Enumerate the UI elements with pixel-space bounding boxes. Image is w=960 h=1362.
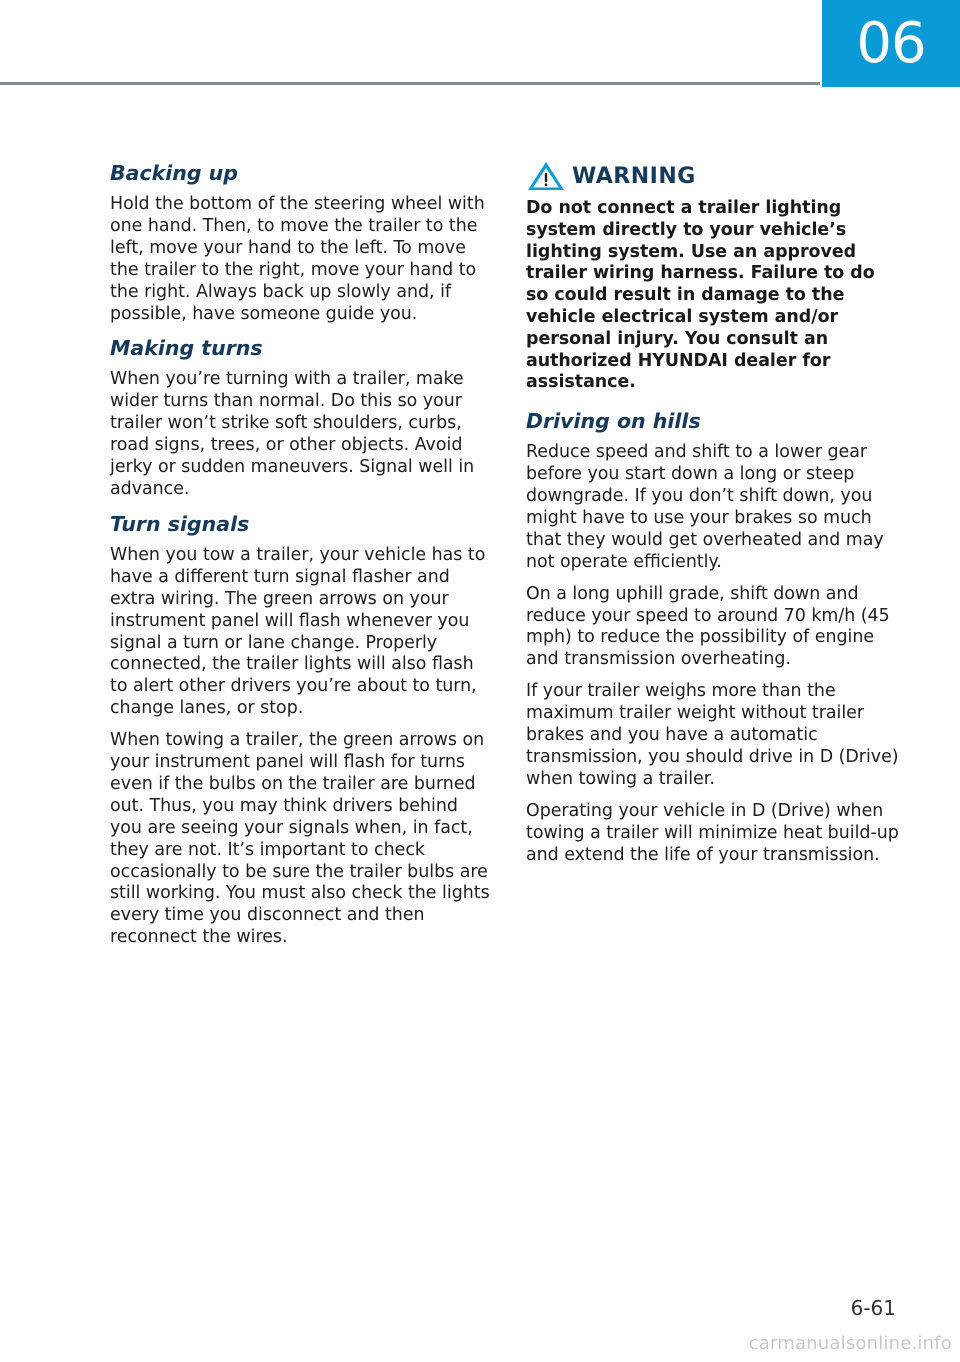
warning-box — [526, 160, 900, 394]
section-turn-signals — [110, 511, 490, 949]
chapter-tab — [822, 0, 960, 87]
paragraph: When you’re turning with a trailer, make wider turns than normal. Do this so your trailer won’t strike soft shoulders, curbs, road signs, trees, or other objects. Avoid jerky or sudden maneuvers. Signal well in advance. — [110, 369, 475, 499]
section-heading: Making turns — [110, 336, 263, 361]
warning-triangle-icon — [526, 160, 566, 192]
warning-text: Do not connect a trailer lighting system directly to your vehicle’s lighting system. Use an approved trailer wiring harness. Failure to do so could result in damage to the vehicle electrical system and/or personal injury. You consult an authorized HYUNDAI dealer for assistance. — [526, 198, 875, 393]
paragraph: When towing a trailer, the green arrows on your instrument panel will flash for turns even if the bulbs on the trailer are burned out. Thus, you may think drivers behind you are seeing your signals when, in fact, they are not. It’s important to check occasionally to be sure the trailer bulbs are still working. You must also check the lights every time you disconnect and then reconnect the wires. — [110, 730, 490, 948]
section-driving-on-hills — [526, 408, 900, 866]
section-heading: Driving on hills — [526, 409, 701, 434]
right-column — [526, 160, 900, 876]
paragraph: Operating your vehicle in D (Drive) when towing a trailer will minimize heat build-up and extend the life of your transmission. — [526, 800, 899, 865]
warning-header — [526, 160, 900, 192]
paragraph: On a long uphill grade, shift down and reduce your speed to around 70 km/h (45 mph) to reduce the possibility of engine and transmission overheating. — [526, 583, 890, 670]
paragraph: Reduce speed and shift to a lower gear before you start down a long or steep downgrade. If you don’t shift down, you might have to use your brakes so much that they would get overheated and may not operate efficiently. — [526, 442, 884, 572]
warning-title: WARNING — [572, 163, 696, 189]
left-column — [110, 160, 490, 959]
paragraph: If your trailer weighs more than the maximum trailer weight without trailer brakes and you have a automatic transmission, you should drive in D (Drive) when towing a trailer. — [526, 681, 899, 789]
section-heading: Turn signals — [110, 511, 250, 536]
paragraph: When you tow a trailer, your vehicle has to have a different turn signal flasher and extra wiring. The green arrows on your instrument panel will flash whenever you signal a turn or lane change. Properly connected, the trailer lights will also flash to alert other drivers you’re about to turn, change lanes, or stop. — [110, 544, 486, 719]
chapter-number: 06 — [856, 11, 926, 76]
header-rule — [0, 82, 820, 85]
section-heading: Backing up — [110, 161, 238, 185]
paragraph: Hold the bottom of the steering wheel with one hand. Then, to move the trailer to the left, move your hand to the left. To move the trailer to the right, move your hand to the right. Always back up slowly and, if possible, have someone guide you. — [110, 194, 485, 324]
page-number: 6-61 — [850, 1296, 896, 1320]
section-making-turns — [110, 335, 490, 500]
section-backing-up — [110, 160, 490, 325]
watermark: carmanualsonline.info — [748, 1333, 952, 1354]
